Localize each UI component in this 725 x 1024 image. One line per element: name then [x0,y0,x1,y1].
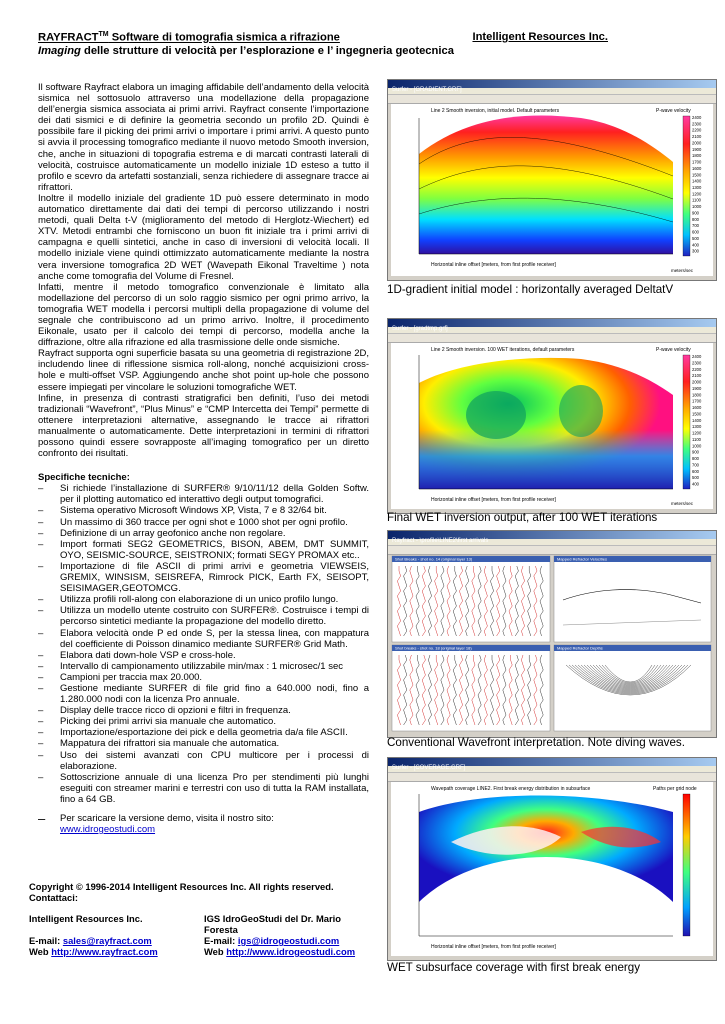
legend-label: 2400 [692,115,702,120]
spec-item-text: Elabora dati down-hole VSP e cross-hole. [60,649,236,661]
legend-label: 2200 [692,127,702,133]
panel-title: Shot Breaks - shot no. 14 (original layer 13) [395,556,473,562]
bullet-dash: – [38,749,44,761]
panel-title: Mapped Refractor Depths [557,645,603,651]
legend-label: 2000 [692,379,702,385]
spec-item [38,750,369,772]
figure-wavefront-window [387,530,717,738]
spec-item-text: Picking dei primi arrivi sia manuale che automatico. [60,716,276,728]
spec-item [38,650,369,661]
plot-area [391,104,713,276]
legend-label: 2000 [692,140,702,146]
spec-item-text: Gestione mediante SURFER di file grid fino a 640.000 nodi, fino a 1.280.000 nodi con la licenza Pro annuale. [60,682,369,706]
contact-right-name: IGS IdroGeoStudi del Dr. Mario Foresta [204,913,341,935]
legend-label: 1500 [692,411,702,417]
bullet-dash: – [38,627,44,639]
download-dash: – [38,811,46,826]
bullet-dash: – [38,705,44,717]
bullet-dash: – [38,716,44,728]
contact-right-web-row: Web http://www.idrogeostudi.com [204,946,356,957]
legend-label: 2100 [692,134,702,140]
legend-label: 1900 [692,385,702,391]
legend-label: 2300 [692,121,702,127]
figure-wet-window [387,318,717,514]
legend-label: 800 [692,456,699,462]
document-header [38,31,608,57]
legend-label: 800 [692,216,699,222]
legend-label: 400 [692,242,699,248]
spec-item [38,705,369,716]
legend-title: P-wave velocity [656,347,691,353]
low-velocity-anomaly [559,385,603,437]
bullet-dash: – [38,605,44,617]
window-titlebar: Surfer - [gradtmp.grf] [388,319,716,327]
bullet-dash: – [38,771,44,783]
legend-label: 500 [692,235,699,241]
legend-label: 1500 [692,172,702,178]
panel-refractor-velocities [554,556,711,642]
download-text: Per scaricare la versione demo, visita il nostro sito: [60,813,274,824]
legend-label: 900 [692,210,699,216]
spec-item [38,716,369,727]
spec-item [38,517,369,528]
legend-label: 1600 [692,405,702,411]
spec-item [38,661,369,672]
plot-title: Line 2 Smooth inversion, initial model. Default parameters [431,108,560,114]
plot-area [391,555,713,733]
bullet-dash: – [38,483,44,495]
legend-label: 1300 [692,424,702,430]
legend-label: 1400 [692,417,702,423]
legend-label: 1900 [692,146,702,152]
legend-label: 1200 [692,430,702,436]
spec-item-text: Importazione/esportazione dei pick e della geometria da/a file ASCII. [60,727,348,739]
legend-label: 2100 [692,373,702,379]
web-link-rayfract[interactable]: http://www.rayfract.com [51,946,158,957]
spec-heading: Specifiche tecniche: [38,472,130,484]
spec-item [38,727,369,738]
legend-label: 1400 [692,178,702,184]
spec-item [38,561,369,594]
x-axis-label: Horizontal inline offset [meters, from first profile receiver] [431,944,556,950]
spec-item-text: Si richiede l’installazione di SURFER® 9/10/11/12 della Golden Softw. per il plotting automatico ed interattivo degli output tomografici. [60,483,369,506]
legend-label: 1200 [692,191,702,197]
panel-title: Shot breaks - shot no. 18 (original layer 18) [395,645,472,651]
toolbar [388,773,716,782]
legend-labels [692,354,702,487]
download-line [38,813,369,835]
paragraph-geometry: Rayfract supporta ogni superficie basata su una geometria di registrazione 2D, includendo linee di riflessione sismica roll-along, nonché acquisizioni cross-hole e multi-offset VSP. Aggiungendo anche shot point up-hole che possono essere impiegati per vincolare le soluzioni tomografiche WET. [38,348,369,393]
bullet-dash: – [38,660,44,672]
bullet-dash: – [38,727,44,739]
bullet-dash: – [38,516,44,528]
spec-item-text: Uso dei sistemi avanzati con CPU multicore per i processi di elaborazione. [60,749,369,772]
window-titlebar: Rayfract - \profile\LINE2\first arrivals [388,531,716,539]
spec-item-text: Intervallo di campionamento utilizzabile min/max : 1 microsec/1 sec [60,660,344,672]
legend-label: 900 [692,449,699,455]
gradient-model-plot [391,104,713,276]
spec-item [38,594,369,605]
legend-label: 2400 [692,354,702,359]
legend-label: 1800 [692,392,702,398]
legend-label: 500 [692,475,699,481]
document-title: RAYFRACT™ Software di tomografia sismica a rifrazione [38,31,340,44]
legend-label: 1600 [692,165,702,171]
bullet-dash: – [38,594,44,606]
legend-label: 700 [692,223,699,229]
bullet-dash: – [38,505,44,517]
legend-label: 600 [692,468,699,474]
header-line-1 [38,31,608,44]
figure-gradient-window [387,79,717,281]
download-text-wrap [60,813,274,835]
legend-title: P-wave velocity [656,108,691,114]
spec-item [38,539,369,561]
spec-list [38,483,369,805]
legend-label: 1100 [692,197,702,203]
toolbar [388,546,716,555]
spec-item-text: Elabora velocità onde P ed onde S, per la stessa linea, con mappatura del coefficiente di Poisson dinamico mediante SURFER® Grid Math. [60,627,369,650]
legend-label: 1300 [692,185,702,190]
contact-right-email-row: E-mail: igs@idrogeostudi.com [204,935,340,946]
legend-label: 700 [692,462,699,468]
window-titlebar: Surfer - [COVERAGE.GRF] [388,758,716,766]
spec-item [38,483,369,505]
spec-item-text: Campioni per traccia max 20.000. [60,671,203,683]
email-link-rayfract[interactable]: sales@rayfract.com [62,935,152,946]
caption-coverage: WET subsurface coverage with first break energy [387,961,641,974]
figure-coverage-window [387,757,717,961]
document-subtitle: Imaging delle strutture di velocità per l’esplorazione e l’ ingegneria geotecnica [38,44,454,57]
spec-item [38,738,369,749]
contact-left [29,913,204,957]
spec-item-text: Sistema operativo Microsoft Windows XP, Vista, 7 e 8 32/64 bit. [60,505,327,517]
email-link-idrogeostudi[interactable]: igs@idrogeostudi.com [237,935,340,946]
legend-label: 1000 [692,204,702,210]
spec-item-text: Un massimo di 360 tracce per ogni shot e 1000 shot per ogni profilo. [60,516,348,528]
caption-wavefront: Conventional Wavefront interpretation. Note diving waves. [387,736,685,749]
paragraph-wet: Infatti, mentre il metodo tomografico convenzionale è limitato alla modellazione del percorso di un solo raggio sismico per ogni primo arrivo, la tomografia WET modella i percorsi multipli della propagazione di volume del segnale che contribuiscono ad un primo arrivo. Inoltre, il procedimento Eikonale, usato per il calcolo dei tempi di percorso, modella anche la diffrazione, oltre alla rifrazione ed alla trasmissione delle onde sismiche. [38,281,369,349]
legend-colorbar [683,355,690,489]
spec-item-text: Definizione di un array geofonico anche non regolare. [60,527,286,539]
toolbar [388,334,716,343]
paragraph-gradient: Inoltre il modello iniziale del gradiente 1D può essere determinato in modo automatico direttamente dai dati dei tempi di percorso utilizzando i nostri metodi, quali Delta t-V (miglioramento del metodo di Herglotz-Wiechert) ed XTV. Metodi entrambi che forniscono un buon fit iniziale tra i primi arrivi di campagna e quelli sintetici, anche in caso di inversioni di velocità locali. Il modello iniziale viene quindi ottimizzato automaticamente mediante la nostra vera inversione tomografica 2D WET (Wavepath Eikonal Traveltime ) nota anche come tomografia del Volume di Fresnel. [38,192,369,282]
copyright: Copyright © 1996-2014 Intelligent Resources Inc. All rights reserved. [29,881,334,892]
panel-title: Mapped Refractor Velocities [557,556,608,562]
contact-right [204,913,374,957]
spec-item-text: Sottoscrizione annuale di una licenza Pro per stendimenti più lunghi eseguiti con streamer marini e terrestri con uso di tutta la RAM installata, fino a 64 GB. [60,771,369,805]
legend-title: Paths per grid node [653,786,697,792]
spec-item-text: Import formati SEG2 GEOMETRICS, BISON, ABEM, DMT SUMMIT, OYO, SEISMIC-SOURCE, SEISTRONIX; formati SEGY PROMAX etc.. [60,538,369,561]
x-axis-label: Horizontal inline offset [meters, from first profile receiver] [431,262,556,268]
bullet-dash: – [38,682,44,694]
legend-label: 2300 [692,360,702,366]
legend-label: 1700 [692,398,702,404]
wet-inversion-plot [391,343,713,509]
legend-label: 600 [692,229,699,235]
bullet-dash: – [38,538,44,550]
paragraph-intro: Il software Rayfract elabora un imaging affidabile dell’andamento della velocità sismica nel sottosuolo attraverso una modellazione della propagazione dell’energia sismica associata ai primi arrivi. Rayfract consente l’importazione dei dati sismici e di definire la geometria secondo un profilo 2D. Quindi è possibile fare il picking dei primi arrivi o importare i primi arrivi. A questo punto si avvia il processing tomografico mediante il nuovo metodo Smooth inversion, che, anche in situazioni di topografia estrema e di marcati contrasti laterali di velocità, costruisce automaticamente un modello iniziale 1D esteso a tutto il profilo e scevro da artefatti sostanziali, senza richiedere di assegnare tracce ai rifrattori. [38,82,369,193]
company-name: Intelligent Resources Inc. [472,31,608,43]
contact-left-email-row: E-mail: sales@rayfract.com [29,935,152,946]
velocity-field-deep [419,358,673,489]
panel-shot-breaks-14 [392,556,550,642]
bullet-dash: – [38,649,44,661]
legend-label: 400 [692,481,699,487]
plot-title: Line 2 Smooth inversion. 100 WET iterations, default parameters [431,347,575,353]
bullet-dash: – [38,527,44,539]
contact-left-name: Intelligent Resources Inc. [29,913,143,924]
spec-item [38,505,369,516]
coverage-plot [391,782,713,956]
legend-labels [692,115,702,254]
plot-area [391,782,713,956]
contact-left-web-row: Web http://www.rayfract.com [29,946,158,957]
body-column [38,82,369,835]
spec-item [38,683,369,705]
legend-unit: meters/sec [671,268,694,273]
spec-item-text: Utilizza un modello utente costruito con SURFER®. Costruisce i tempi di percorso sintetici mediante la propagazione del modello diretto. [60,605,369,628]
spec-item [38,628,369,650]
caption-wet: Final WET inversion output, after 100 WET iterations [387,511,658,524]
bullet-dash: – [38,560,44,572]
legend-label: 2200 [692,366,702,372]
spec-item [38,528,369,539]
spec-item [38,672,369,683]
legend-label: 1700 [692,159,702,165]
footer [29,881,374,957]
spec-item-text: Utilizza profili roll-along con elaborazione di un unico profilo lungo. [60,594,339,606]
download-link[interactable]: www.idrogeostudi.com [60,824,156,836]
spec-item [38,605,369,627]
window-titlebar: Surfer - [GRADIENT.GRF] [388,80,716,88]
velocity-field [419,115,673,254]
legend-label: 1000 [692,443,702,449]
x-axis-label: Horizontal inline offset [meters, from first profile receiver] [431,497,556,503]
spec-item [38,772,369,805]
legend-label: 1800 [692,153,702,159]
contacts-columns [29,913,374,957]
spec-item-text: Importazione di file ASCII di primi arrivi e geometria VIEWSEIS, GREMIX, WINSISM, SEISREFA, Rimrock PICK, Earth FX, SEISOPT, SEISIMAGER,GEOTOMCG. [60,560,369,595]
legend-colorbar [683,116,690,256]
legend-label: 1100 [692,436,702,442]
legend-unit: meters/sec [671,501,694,506]
plot-area [391,343,713,509]
bullet-dash: – [38,738,44,750]
legend-label: 300 [692,248,699,254]
paragraph-methods: Infine, in presenza di contrasti stratigrafici ben definiti, l’uso dei metodi tradizionali “Wavefront”, “Plus Minus” e “CMP Intercetta dei Tempi” permette di ottenere interpretazioni alternative, assegnando le tracce ai rifrattori manualmente o automaticamente. Dette interpretazioni in termini di rifrattori possono quindi essere sovrapposte all’imaging tomografico per un diretto confronto dei risultati. [38,392,369,460]
caption-gradient: 1D-gradient initial model : horizontally averaged DeltatV [387,283,674,296]
bullet-dash: – [38,671,44,683]
toolbar [388,95,716,104]
legend-colorbar [683,794,690,936]
spec-item-text: Display delle tracce ricco di opzioni e filtri in frequenza. [60,705,291,717]
low-velocity-anomaly [466,391,526,439]
plot-title: Wavepath coverage LINE2. First break energy distribution in subsurface [431,786,591,792]
contacts-label: Contattaci: [29,892,78,903]
wavefront-panels [391,555,713,733]
web-link-idrogeostudi[interactable]: http://www.idrogeostudi.com [226,946,356,957]
panel-shot-breaks-18 [392,645,550,731]
spec-item-text: Mappatura dei rifrattori sia manuale che automatica. [60,738,280,750]
